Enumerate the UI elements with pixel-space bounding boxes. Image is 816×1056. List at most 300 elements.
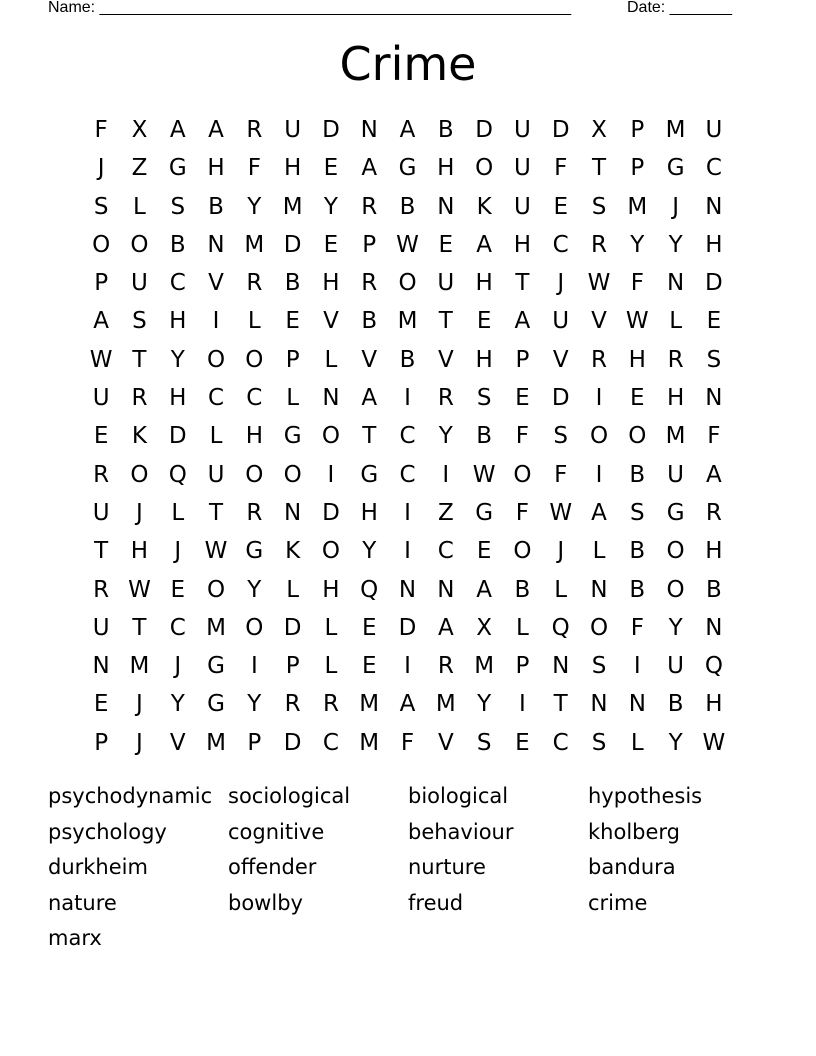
grid-letter: L <box>669 308 683 335</box>
word-bank-item: kholberg <box>588 819 680 844</box>
grid-letter: E <box>515 729 530 756</box>
grid-letter: H <box>705 538 723 565</box>
grid-letter: Q <box>168 461 187 488</box>
grid-letter: H <box>513 231 532 258</box>
grid-letter: A <box>437 614 454 641</box>
grid-letter: C <box>322 729 339 756</box>
grid-letter: C <box>705 155 722 182</box>
grid-letter: R <box>246 117 263 143</box>
grid-letter: F <box>554 155 568 182</box>
grid-letter: D <box>398 614 417 641</box>
grid-letter: P <box>362 231 377 258</box>
grid-letter: B <box>629 576 646 603</box>
grid-letter: P <box>94 729 109 756</box>
grid-letter: B <box>706 576 722 603</box>
grid-letter: O <box>206 346 226 373</box>
name-field: Name: _____________________________________________________ <box>48 0 572 16</box>
grid-row <box>82 188 734 226</box>
grid-letter: C <box>437 538 454 565</box>
grid-letter: R <box>246 499 263 526</box>
grid-letter: G <box>666 155 685 182</box>
grid-letter: R <box>437 385 454 412</box>
grid-letter: U <box>92 499 110 526</box>
grid-letter: L <box>286 385 300 412</box>
grid-letter: M <box>206 729 226 756</box>
grid-letter: O <box>245 461 264 488</box>
grid-letter: U <box>552 308 570 335</box>
grid-letter: N <box>705 385 723 412</box>
grid-letter: B <box>514 576 531 603</box>
grid-letter: Q <box>551 614 570 641</box>
grid-letter: R <box>591 346 607 373</box>
word-bank-item: hypothesis <box>588 784 703 808</box>
word-bank-item: freud <box>408 890 464 915</box>
grid-letter: B <box>667 691 684 718</box>
grid-letter: C <box>208 385 225 412</box>
grid-letter: J <box>174 538 182 565</box>
grid-letter: S <box>591 653 607 680</box>
grid-letter: X <box>131 117 148 143</box>
grid-letter: H <box>475 270 493 297</box>
grid-letter: T <box>94 538 109 565</box>
grid-letter: W <box>89 346 113 373</box>
word-bank-item: psychology <box>48 819 167 844</box>
grid-letter: D <box>322 499 340 526</box>
grid-letter: G <box>360 461 379 488</box>
grid-letter: R <box>361 270 378 297</box>
grid-letter: H <box>169 308 187 335</box>
grid-letter: J <box>136 729 143 756</box>
grid-letter: L <box>247 308 261 335</box>
grid-row <box>82 532 734 570</box>
grid-letter: N <box>207 231 225 258</box>
word-bank-item: nature <box>48 890 117 915</box>
grid-letter: O <box>513 538 532 565</box>
grid-letter: M <box>474 653 495 680</box>
grid-letter: Z <box>131 155 148 182</box>
word-bank-item: behaviour <box>408 819 514 844</box>
grid-letter: B <box>629 461 646 488</box>
grid-letter: H <box>207 155 225 182</box>
grid-letter: Z <box>437 499 454 526</box>
grid-letter: B <box>399 346 416 373</box>
grid-letter: L <box>324 653 338 680</box>
grid-letter: O <box>92 231 111 258</box>
grid-letter: S <box>476 729 492 756</box>
grid-letter: H <box>666 385 685 412</box>
grid-letter: L <box>592 538 606 565</box>
grid-letter: N <box>628 691 646 718</box>
grid-letter: T <box>438 308 453 335</box>
grid-letter: B <box>629 538 646 565</box>
grid-letter: V <box>361 346 378 373</box>
grid-letter: L <box>324 346 338 373</box>
grid-letter: G <box>245 538 264 565</box>
grid-letter: L <box>133 193 146 220</box>
grid-letter: V <box>169 729 186 756</box>
grid-letter: L <box>554 576 568 603</box>
grid-letter: I <box>633 653 641 680</box>
grid-row <box>82 685 734 723</box>
grid-letter: M <box>397 308 418 335</box>
grid-letter: C <box>246 385 263 412</box>
word-bank-item: cognitive <box>228 819 325 844</box>
grid-letter: B <box>437 117 454 143</box>
grid-letter: O <box>589 423 609 450</box>
grid-letter: G <box>475 499 494 526</box>
grid-letter: M <box>359 691 380 718</box>
grid-letter: Y <box>170 691 185 718</box>
grid-letter: R <box>284 691 301 718</box>
grid-letter: D <box>168 423 187 450</box>
grid-letter: K <box>476 193 492 220</box>
grid-letter: C <box>169 614 186 641</box>
grid-letter: Y <box>362 538 377 565</box>
grid-letter: S <box>706 346 722 373</box>
grid-letter: I <box>327 461 335 488</box>
grid-letter: C <box>399 461 416 488</box>
grid-letter: N <box>92 653 110 680</box>
grid-letter: E <box>438 231 454 258</box>
grid-row <box>82 456 734 494</box>
grid-letter: S <box>553 423 569 450</box>
grid-letter: R <box>131 385 148 412</box>
grid-letter: G <box>168 155 187 182</box>
grid-letter: N <box>437 193 455 220</box>
grid-letter: D <box>475 117 493 143</box>
grid-letter: U <box>437 270 455 297</box>
grid-letter: P <box>515 346 530 373</box>
grid-letter: P <box>285 346 300 373</box>
grid-letter: W <box>625 308 649 335</box>
grid-letter: D <box>283 614 302 641</box>
grid-letter: A <box>476 576 492 603</box>
grid-letter: D <box>283 231 302 258</box>
grid-letter: A <box>208 117 224 143</box>
grid-letter: P <box>94 270 109 297</box>
grid-letter: B <box>169 231 186 258</box>
grid-letter: P <box>630 155 645 182</box>
word-bank-item: crime <box>588 890 648 915</box>
grid-letter: T <box>362 423 377 450</box>
grid-letter: W <box>587 270 611 297</box>
grid-letter: O <box>245 614 264 641</box>
grid-letter: Y <box>477 691 492 718</box>
grid-row <box>82 264 734 302</box>
grid-letter: C <box>552 231 569 258</box>
grid-letter: I <box>212 308 220 335</box>
grid-letter: V <box>323 308 339 335</box>
grid-letter: J <box>97 155 105 182</box>
grid-letter: W <box>396 231 419 258</box>
grid-letter: A <box>591 499 607 526</box>
grid-letter: W <box>128 576 151 603</box>
grid-letter: L <box>324 614 338 641</box>
grid-letter: U <box>207 461 225 488</box>
grid-letter: I <box>404 499 411 526</box>
grid-letter: F <box>630 614 644 641</box>
grid-letter: U <box>513 155 531 182</box>
grid-letter: F <box>94 117 108 143</box>
grid-letter: H <box>322 576 340 603</box>
grid-letter: K <box>131 423 147 450</box>
word-bank-item: nurture <box>408 855 486 879</box>
grid-letter: M <box>129 653 150 680</box>
grid-letter: C <box>552 729 569 756</box>
grid-letter: A <box>476 231 492 258</box>
grid-letter: H <box>437 155 455 182</box>
grid-letter: D <box>551 385 570 412</box>
grid-letter: O <box>130 461 149 488</box>
grid-letter: P <box>630 117 645 143</box>
word-bank <box>48 779 768 957</box>
grid-row <box>82 341 734 379</box>
word-bank-item: marx <box>48 926 102 950</box>
grid-letter: A <box>399 117 416 143</box>
grid-letter: S <box>132 308 147 335</box>
grid-letter: T <box>591 155 607 182</box>
grid-letter: A <box>399 691 416 718</box>
date-field: Date: _______ <box>627 0 732 16</box>
grid-letter: L <box>171 499 185 526</box>
grid-letter: I <box>595 385 603 412</box>
grid-letter: E <box>476 308 492 335</box>
grid-letter: U <box>131 270 148 297</box>
grid-letter: J <box>174 653 182 680</box>
grid-row <box>82 302 734 340</box>
grid-letter: N <box>590 576 608 603</box>
grid-letter: N <box>666 270 685 297</box>
grid-letter: L <box>209 423 223 450</box>
grid-row <box>82 494 734 532</box>
grid-letter: S <box>591 729 607 756</box>
grid-letter: B <box>476 423 492 450</box>
grid-letter: E <box>170 576 186 603</box>
grid-letter: M <box>627 193 648 220</box>
grid-letter: E <box>553 193 568 220</box>
grid-letter: R <box>93 576 110 603</box>
grid-letter: P <box>247 729 262 756</box>
grid-letter: H <box>322 270 340 297</box>
grid-letter: A <box>169 117 186 143</box>
grid-letter: Q <box>360 576 379 603</box>
grid-letter: I <box>404 653 411 680</box>
grid-letter: F <box>247 155 261 182</box>
grid-letter: H <box>169 385 187 412</box>
grid-letter: S <box>170 193 186 220</box>
grid-letter: Y <box>247 193 262 220</box>
grid-letter: E <box>706 308 722 335</box>
grid-letter: G <box>398 155 417 182</box>
grid-letter: E <box>361 653 377 680</box>
grid-letter: O <box>666 576 685 603</box>
grid-letter: C <box>169 270 186 297</box>
grid-letter: T <box>515 270 530 297</box>
grid-letter: U <box>667 653 685 680</box>
word-bank-item: biological <box>408 784 509 808</box>
grid-letter: F <box>515 499 530 526</box>
grid-letter: D <box>322 117 340 143</box>
grid-letter: P <box>515 653 530 680</box>
grid-letter: E <box>323 155 339 182</box>
grid-letter: H <box>705 691 723 718</box>
grid-letter: O <box>475 155 494 182</box>
grid-letter: O <box>666 538 685 565</box>
grid-letter: U <box>92 614 110 641</box>
grid-letter: N <box>322 385 340 412</box>
grid-letter: M <box>244 231 265 258</box>
grid-letter: S <box>476 385 492 412</box>
grid-letter: G <box>207 691 225 718</box>
grid-letter: S <box>630 499 645 526</box>
grid-letter: M <box>206 614 226 641</box>
grid-letter: H <box>130 538 149 565</box>
grid-letter: O <box>589 614 609 641</box>
grid-letter: H <box>283 155 302 182</box>
grid-letter: T <box>209 499 224 526</box>
word-bank-item: bandura <box>588 855 676 879</box>
grid-letter: L <box>630 729 644 756</box>
grid-letter: O <box>321 423 340 450</box>
grid-row <box>82 647 734 685</box>
grid-letter: M <box>435 691 456 718</box>
grid-letter: U <box>513 193 531 220</box>
grid-letter: F <box>630 270 644 297</box>
grid-letter: Y <box>668 729 683 756</box>
grid-row <box>82 226 734 264</box>
grid-letter: B <box>361 308 378 335</box>
grid-letter: K <box>285 538 301 565</box>
grid-letter: O <box>398 270 417 297</box>
grid-letter: A <box>361 155 378 182</box>
grid-letter: X <box>591 117 607 143</box>
grid-letter: O <box>206 576 226 603</box>
grid-letter: H <box>360 499 378 526</box>
grid-letter: V <box>591 308 607 335</box>
grid-letter: O <box>321 538 340 565</box>
grid-letter: B <box>399 193 416 220</box>
grid-letter: E <box>630 385 645 412</box>
grid-letter: I <box>595 461 603 488</box>
grid-letter: D <box>551 117 570 143</box>
grid-letter: Y <box>438 423 453 450</box>
grid-letter: D <box>705 270 723 297</box>
grid-letter: Y <box>170 346 185 373</box>
grid-row <box>82 111 734 149</box>
grid-letter: H <box>705 231 723 258</box>
grid-letter: N <box>705 614 723 641</box>
grid-letter: T <box>132 614 147 641</box>
grid-letter: R <box>361 193 378 220</box>
grid-letter: N <box>360 117 378 143</box>
grid-letter: R <box>667 346 684 373</box>
grid-letter: F <box>400 729 415 756</box>
grid-letter: Q <box>704 653 723 680</box>
grid-letter: J <box>557 538 565 565</box>
grid-letter: I <box>250 653 258 680</box>
grid-letter: A <box>514 308 531 335</box>
grid-letter: E <box>93 691 109 718</box>
word-bank-item: bowlby <box>228 890 303 915</box>
grid-letter: A <box>93 308 110 335</box>
grid-row <box>82 417 734 455</box>
grid-letter: S <box>93 193 109 220</box>
grid-letter: P <box>285 653 300 680</box>
grid-letter: W <box>472 461 496 488</box>
page-title: Crime <box>339 37 477 91</box>
grid-letter: I <box>404 538 411 565</box>
grid-letter: H <box>245 423 263 450</box>
grid-letter: B <box>208 193 224 220</box>
grid-row <box>82 609 734 647</box>
grid-letter: N <box>437 576 455 603</box>
word-bank-item: sociological <box>228 784 351 808</box>
grid-letter: O <box>283 461 302 488</box>
word-bank-item: offender <box>228 855 317 879</box>
grid-letter: F <box>554 461 568 488</box>
grid-letter: W <box>549 499 573 526</box>
grid-letter: Y <box>247 576 262 603</box>
grid-letter: S <box>591 193 607 220</box>
grid-letter: B <box>284 270 301 297</box>
grid-letter: E <box>476 538 492 565</box>
grid-letter: V <box>437 729 454 756</box>
letter-grid <box>82 111 734 762</box>
grid-letter: R <box>437 653 454 680</box>
grid-letter: Y <box>668 231 683 258</box>
grid-letter: Y <box>668 614 683 641</box>
grid-letter: E <box>285 308 300 335</box>
grid-letter: W <box>702 729 726 756</box>
grid-letter: M <box>359 729 380 756</box>
grid-letter: D <box>283 729 302 756</box>
grid-letter: C <box>399 423 416 450</box>
grid-letter: N <box>284 499 302 526</box>
grid-letter: O <box>628 423 647 450</box>
grid-letter: I <box>404 385 411 412</box>
grid-letter: N <box>590 691 608 718</box>
grid-letter: T <box>132 346 147 373</box>
grid-row <box>82 149 734 187</box>
grid-letter: U <box>705 117 723 143</box>
grid-letter: H <box>475 346 493 373</box>
grid-letter: F <box>515 423 530 450</box>
grid-letter: G <box>666 499 685 526</box>
grid-letter: I <box>442 461 450 488</box>
grid-letter: E <box>515 385 530 412</box>
grid-letter: E <box>93 423 109 450</box>
grid-letter: R <box>322 691 339 718</box>
grid-letter: W <box>204 538 228 565</box>
grid-letter: M <box>282 193 303 220</box>
grid-letter: J <box>557 270 565 297</box>
grid-letter: E <box>323 231 339 258</box>
grid-letter: M <box>665 117 686 143</box>
grid-letter: J <box>672 193 679 220</box>
grid-letter: O <box>245 346 264 373</box>
grid-letter: I <box>519 691 526 718</box>
grid-letter: J <box>136 691 143 718</box>
grid-row <box>82 724 734 762</box>
grid-letter: U <box>284 117 302 143</box>
grid-row <box>82 571 734 609</box>
grid-letter: G <box>207 653 225 680</box>
grid-letter: V <box>208 270 224 297</box>
grid-row <box>82 379 734 417</box>
grid-letter: A <box>706 461 722 488</box>
word-bank-item: durkheim <box>48 855 148 879</box>
grid-letter: A <box>361 385 378 412</box>
